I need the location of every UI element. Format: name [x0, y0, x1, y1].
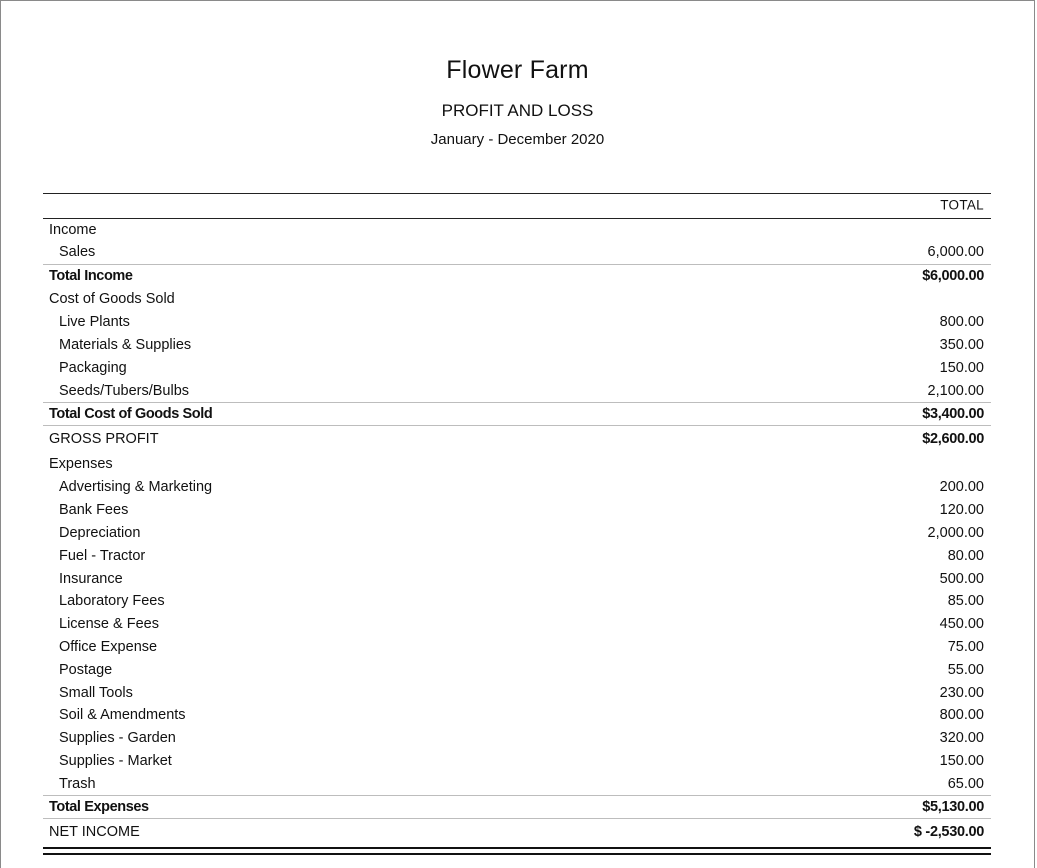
total-cogs-label: Total Cost of Goods Sold	[49, 405, 213, 422]
total-cogs-row	[43, 402, 991, 425]
line-item-row	[43, 750, 991, 773]
line-item-name: Fuel - Tractor	[59, 547, 146, 564]
line-item-row	[43, 379, 991, 402]
line-item-amount: 450.00	[939, 616, 984, 633]
line-item-amount: 80.00	[947, 547, 984, 564]
line-item-name: Soil & Amendments	[59, 707, 186, 724]
line-item-amount: 55.00	[947, 661, 984, 678]
net-income-label: NET INCOME	[49, 824, 140, 841]
line-item-name: Insurance	[59, 570, 123, 587]
line-item-row	[43, 241, 991, 264]
profit-loss-table	[43, 193, 991, 855]
line-item-row	[43, 522, 991, 545]
double-underline	[43, 847, 991, 855]
line-item-name: Trash	[59, 775, 96, 792]
total-income-amount: $6,000.00	[922, 267, 984, 284]
line-item-name: Live Plants	[59, 314, 130, 331]
line-item-row	[43, 311, 991, 334]
line-item-amount: 800.00	[939, 314, 984, 331]
line-item-amount: 120.00	[939, 502, 984, 519]
gross-profit-row	[43, 425, 991, 452]
line-item-amount: 230.00	[939, 684, 984, 701]
column-header-row	[43, 194, 991, 219]
line-item-row	[43, 476, 991, 499]
line-item-row	[43, 356, 991, 379]
line-item-row	[43, 590, 991, 613]
line-item-amount: 75.00	[947, 638, 984, 655]
line-item-name: Supplies - Garden	[59, 730, 176, 747]
report-title: PROFIT AND LOSS	[441, 101, 594, 120]
total-expenses-label: Total Expenses	[49, 799, 149, 816]
line-item-name: Sales	[59, 244, 96, 261]
total-expenses-row	[43, 795, 991, 818]
gross-profit-label: GROSS PROFIT	[49, 430, 159, 447]
line-item-amount: 150.00	[939, 359, 984, 376]
line-item-row	[43, 772, 991, 795]
cogs-section-row	[43, 287, 991, 311]
line-item-row	[43, 658, 991, 681]
line-item-amount: 6,000.00	[927, 244, 984, 261]
line-item-amount: 200.00	[939, 479, 984, 496]
income-section-row	[43, 219, 991, 241]
net-income-row	[43, 818, 991, 845]
report-period: January - December 2020	[430, 131, 605, 148]
total-income-label: Total Income	[49, 267, 133, 284]
section-label-cogs: Cost of Goods Sold	[49, 290, 175, 307]
line-item-amount: 320.00	[939, 730, 984, 747]
line-item-amount: 2,100.00	[927, 382, 984, 399]
expenses-section-row	[43, 452, 991, 476]
line-item-name: License & Fees	[59, 616, 159, 633]
line-item-row	[43, 727, 991, 750]
line-item-name: Bank Fees	[59, 502, 129, 519]
total-expenses-amount: $5,130.00	[922, 799, 984, 816]
line-item-row	[43, 334, 991, 357]
line-item-name: Office Expense	[59, 638, 158, 655]
line-item-amount: 500.00	[939, 570, 984, 587]
expense-items	[43, 476, 991, 795]
line-item-name: Materials & Supplies	[59, 336, 192, 353]
line-item-name: Advertising & Marketing	[59, 479, 213, 496]
total-cogs-amount: $3,400.00	[922, 405, 984, 422]
line-item-name: Small Tools	[59, 684, 133, 701]
column-header-total: TOTAL	[940, 197, 984, 213]
line-item-amount: 150.00	[939, 752, 984, 769]
line-item-name: Packaging	[59, 359, 127, 376]
line-item-name: Postage	[59, 661, 113, 678]
cogs-items	[43, 311, 991, 402]
section-label-income: Income	[49, 222, 97, 238]
net-income-amount: $ -2,530.00	[913, 824, 984, 841]
company-name: Flower Farm	[446, 56, 589, 84]
line-item-amount: 65.00	[947, 775, 984, 792]
income-items	[43, 241, 991, 264]
line-item-amount: 2,000.00	[927, 524, 984, 541]
total-income-row	[43, 264, 991, 287]
line-item-row	[43, 613, 991, 636]
gross-profit-amount: $2,600.00	[922, 430, 984, 447]
line-item-amount: 800.00	[939, 707, 984, 724]
line-item-row	[43, 704, 991, 727]
line-item-row	[43, 636, 991, 659]
line-item-row	[43, 544, 991, 567]
line-item-row	[43, 567, 991, 590]
line-item-amount: 350.00	[939, 336, 984, 353]
line-item-row	[43, 681, 991, 704]
line-item-amount: 85.00	[947, 593, 984, 610]
line-item-name: Seeds/Tubers/Bulbs	[59, 382, 190, 399]
line-item-name: Laboratory Fees	[59, 593, 165, 610]
line-item-row	[43, 499, 991, 522]
line-item-name: Depreciation	[59, 524, 141, 541]
line-item-name: Supplies - Market	[59, 752, 172, 769]
section-label-expenses: Expenses	[49, 455, 113, 472]
